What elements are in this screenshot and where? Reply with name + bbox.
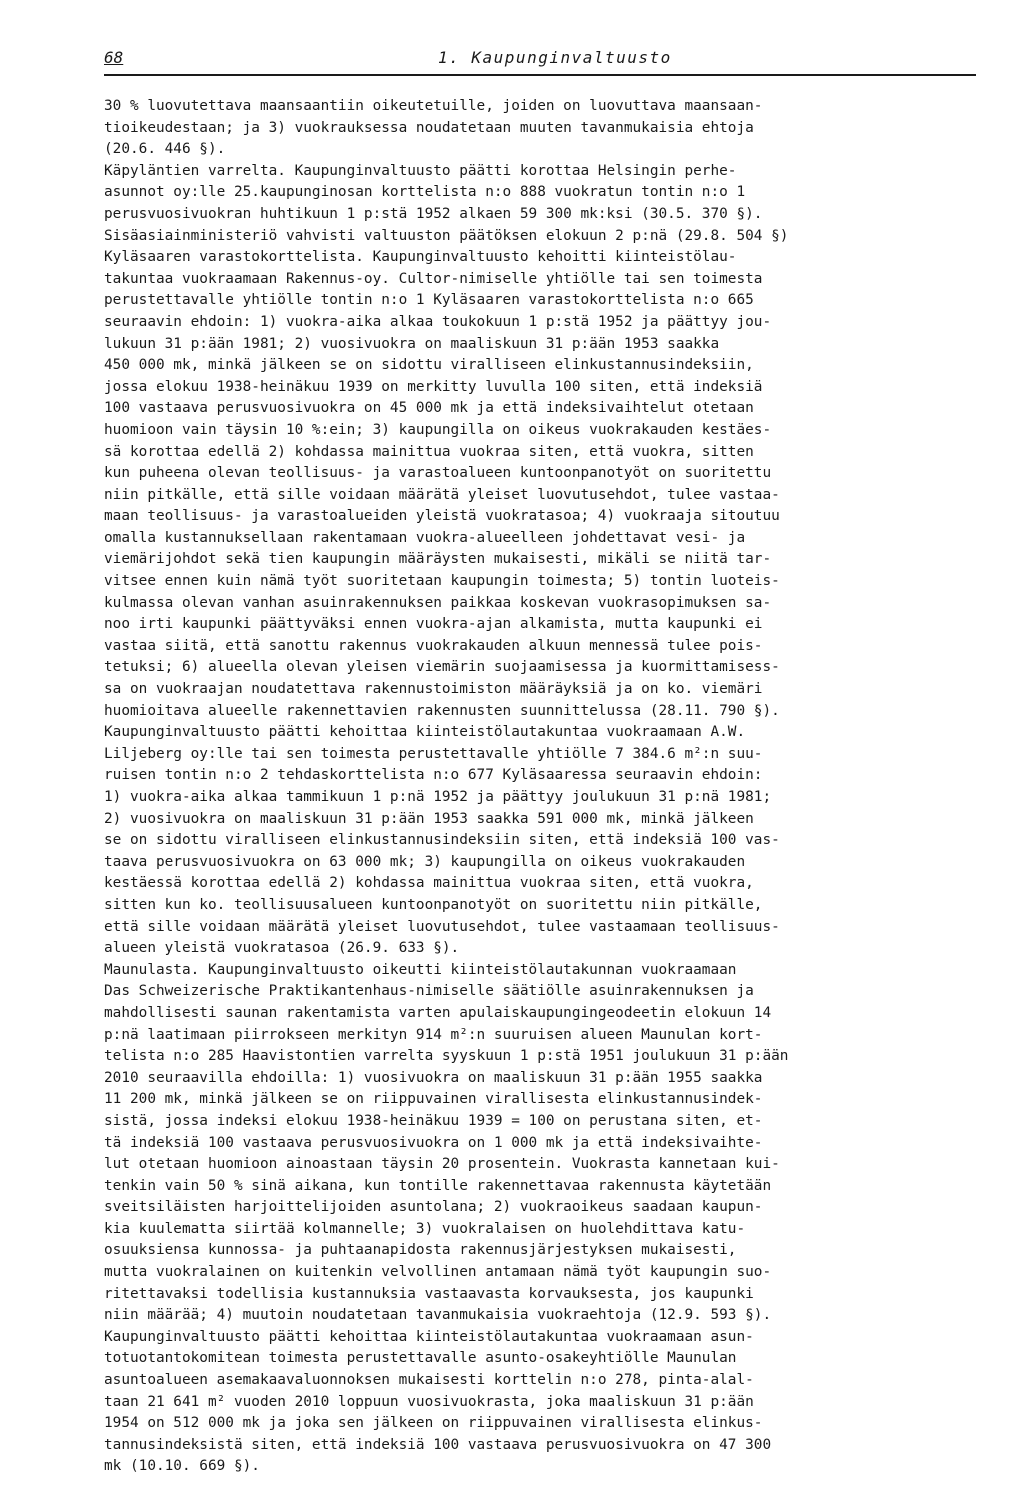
text-line: 30 % luovutettava maansaantiin oikeutetuille, joiden on luovuttava maansaan- xyxy=(104,98,763,114)
text-line: Liljeberg oy:lle tai sen toimesta perustettavalle yhtiölle 7 384.6 m²:n suu- xyxy=(104,745,763,762)
running-head: 1. Kaupunginvaltuusto xyxy=(438,48,672,67)
text-line: Sisäasiainministeriö vahvisti valtuuston päätöksen elokuun 2 p:nä (29.8. 504 §) xyxy=(104,227,789,244)
text-line: p:nä laatimaan piirrokseen merkityn 914 m²:n suuruisen alueen Maunulan kort- xyxy=(104,1026,763,1043)
text-line: niin pitkälle, että sille voidaan määrätä yleiset luovutusehdot, tulee vastaa- xyxy=(104,486,780,503)
text-line: osuuksiensa kunnossa- ja puhtaanapidosta rakennusjärjestyksen mukaisesti, xyxy=(104,1242,737,1259)
text-line: Kaupunginvaltuusto päätti kehoittaa kiinteistölautakuntaa vuokraamaan A.W. xyxy=(104,724,746,741)
text-line: tioikeudestaan; ja 3) vuokrauksessa noudatetaan muuten tavanmukaisia ehtoja xyxy=(104,119,754,136)
text-line: vitsee ennen kuin nämä työt suoritetaan kaupungin toimesta; 5) tontin luoteis- xyxy=(104,573,780,590)
text-line: asuntoalueen asemakaavaluonnoksen mukaisesti korttelin n:o 278, pinta-alal- xyxy=(104,1372,754,1389)
page-header xyxy=(104,48,976,76)
text-line: sistä, jossa indeksi elokuu 1938-heinäkuu 1939 = 100 on perustana siten, et- xyxy=(104,1112,763,1129)
text-line: Maunulasta. Kaupunginvaltuusto oikeutti kiinteistölautakunnan vuokraamaan xyxy=(104,961,737,978)
text-line: mk (10.10. 669 §). xyxy=(104,1458,260,1475)
text-line: tä indeksiä 100 vastaava perusvuosivuokra on 1 000 mk ja että indeksivaihte- xyxy=(104,1134,763,1151)
text-line: mutta vuokralainen on kuitenkin velvollinen antamaan nämä työt kaupungin suo- xyxy=(104,1264,772,1281)
text-line: sä korottaa edellä 2) kohdassa mainittua vuokraa siten, että vuokra, sitten xyxy=(104,443,754,460)
text-line: asunnot oy:lle 25.kaupunginosan korttelista n:o 888 vuokratun tontin n:o 1 xyxy=(104,184,746,201)
text-line: taan 21 641 m² vuoden 2010 loppuun vuosivuokrasta, joka maaliskuun 31 p:ään xyxy=(104,1393,754,1410)
text-line: että sille voidaan määrätä yleiset luovutusehdot, tulee vastaamaan teollisuus- xyxy=(104,918,780,935)
text-line: kulmassa olevan vanhan asuinrakennuksen paikkaa koskevan vuokrasopimuksen sa- xyxy=(104,594,772,611)
text-line: takuntaa vuokraamaan Rakennus-oy. Cultor-nimiselle yhtiölle tai sen toimesta xyxy=(104,270,763,287)
text-line: kia kuulematta siirtää kolmannelle; 3) vuokralaisen on huolehdittava katu- xyxy=(104,1220,746,1237)
text-line: ritettavaksi todellisia kustannuksia vastaavasta korvauksesta, jos kaupunki xyxy=(104,1285,754,1302)
page-number: 68 xyxy=(104,48,124,67)
text-line: tenkin vain 50 % sinä aikana, kun tontille rakennettavaa rakennusta käytetään xyxy=(104,1177,772,1194)
text-line: omalla kustannuksellaan rakentamaan vuokra-alueelleen johdettavat vesi- ja xyxy=(104,529,746,546)
text-line: totuotantokomitean toimesta perustettavalle asunto-osakeyhtiölle Maunulan xyxy=(104,1350,737,1367)
text-line: Kyläsaaren varastokorttelista. Kaupunginvaltuusto kehoitti kiinteistölau- xyxy=(104,249,737,266)
text-line: maan teollisuus- ja varastoalueiden yleistä vuokratasoa; 4) vuokraaja sitoutuu xyxy=(104,508,780,525)
text-line: 1954 on 512 000 mk ja joka sen jälkeen on riippuvainen virallisesta elinkus- xyxy=(104,1415,763,1432)
text-line: 450 000 mk, minkä jälkeen se on sidottu viralliseen elinkustannusindeksiin, xyxy=(104,357,754,374)
text-line: huomioitava alueelle rakennettavien rakennusten suunnittelussa (28.11. 790 §). xyxy=(104,702,780,719)
text-line: jossa elokuu 1938-heinäkuu 1939 on merkitty luvulla 100 siten, että indeksiä xyxy=(104,378,763,395)
text-line: (20.6. 446 §). xyxy=(104,141,226,158)
text-line: kun puheena olevan teollisuus- ja varastoalueen kuntoonpanotyöt on suoritettu xyxy=(104,465,772,482)
text-line: Das Schweizerische Praktikantenhaus-nimiselle säätiölle asuinrakennuksen ja xyxy=(104,983,754,1000)
text-line: lukuun 31 p:ään 1981; 2) vuosivuokra on maaliskuun 31 p:ään 1953 saakka xyxy=(104,335,720,352)
text-line: mahdollisesti saunan rakentamista varten apulaiskaupungingeodeetin elokuun 14 xyxy=(104,1004,772,1021)
text-line: 2) vuosivuokra on maaliskuun 31 p:ään 1953 saakka 591 000 mk, minkä jälkeen xyxy=(104,810,754,827)
text-line: tetuksi; 6) alueella olevan yleisen viemärin suojaamisessa ja kuormittamisess- xyxy=(104,659,780,676)
text-line: se on sidottu viralliseen elinkustannusindeksiin siten, että indeksiä 100 vas- xyxy=(104,832,780,849)
text-line: 1) vuokra-aika alkaa tammikuun 1 p:nä 1952 ja päättyy joulukuun 31 p:nä 1981; xyxy=(104,789,772,805)
text-line: tannusindeksistä siten, että indeksiä 100 vastaava perusvuosivuokra on 47 300 xyxy=(104,1436,772,1453)
text-line: ruisen tontin n:o 2 tehdaskorttelista n:o 677 Kyläsaaressa seuraavin ehdoin: xyxy=(104,767,763,784)
text-line: huomioon vain täysin 10 %:ein; 3) kaupungilla on oikeus vuokrakauden kestäes- xyxy=(104,421,772,438)
text-line: Käpyläntien varrelta. Kaupunginvaltuusto päätti korottaa Helsingin perhe- xyxy=(104,162,737,179)
text-line: viemärijohdot sekä tien kaupungin määräysten mukaisesti, mikäli se niitä tar- xyxy=(104,551,772,568)
text-line: 100 vastaava perusvuosivuokra on 45 000 mk ja että indeksivaihtelut otetaan xyxy=(104,400,754,417)
text-line: alueen yleistä vuokratasoa (26.9. 633 §). xyxy=(104,940,460,957)
text-line: 11 200 mk, minkä jälkeen se on riippuvainen virallisesta elinkustannusindek- xyxy=(104,1091,763,1108)
text-line: vastaa siitä, että sanottu rakennus vuokrakauden alkuun mennessä tulee pois- xyxy=(104,637,763,654)
text-line: 2010 seuraavilla ehdoilla: 1) vuosivuokra on maaliskuun 31 p:ään 1955 saakka xyxy=(104,1069,763,1086)
text-line: sveitsiläisten harjoittelijoiden asuntolana; 2) vuokraoikeus saadaan kaupun- xyxy=(104,1199,763,1216)
text-line: seuraavin ehdoin: 1) vuokra-aika alkaa toukokuun 1 p:stä 1952 ja päättyy jou- xyxy=(104,313,772,330)
text-line: telista n:o 285 Haavistontien varrelta syyskuun 1 p:stä 1951 joulukuun 31 p:ään xyxy=(104,1048,789,1065)
text-line: taava perusvuosivuokra on 63 000 mk; 3) kaupungilla on oikeus vuokrakauden xyxy=(104,853,746,870)
text-line: noo irti kaupunki päättyväksi ennen vuokra-ajan alkamista, mutta kaupunki ei xyxy=(104,616,763,633)
text-line: lut otetaan huomioon ainoastaan täysin 20 prosentein. Vuokrasta kannetaan kui- xyxy=(104,1156,780,1173)
text-line: niin määrää; 4) muutoin noudatetaan tavanmukaisia vuokraehtoja (12.9. 593 §). xyxy=(104,1307,772,1324)
text-line: perustettavalle yhtiölle tontin n:o 1 Kyläsaaren varastokorttelista n:o 665 xyxy=(104,292,754,309)
body-text xyxy=(104,96,988,1478)
text-line: Kaupunginvaltuusto päätti kehoittaa kiinteistölautakuntaa vuokraamaan asun- xyxy=(104,1328,754,1345)
text-line: kestäessä korottaa edellä 2) kohdassa mainittua vuokraa siten, että vuokra, xyxy=(104,875,754,892)
text-line: sa on vuokraajan noudatettava rakennustoimiston määräyksiä ja on ko. viemäri xyxy=(104,681,763,698)
text-line: perusvuosivuokran huhtikuun 1 p:stä 1952 alkaen 59 300 mk:ksi (30.5. 370 §). xyxy=(104,205,763,222)
text-line: sitten kun ko. teollisuusalueen kuntoonpanotyöt on suoritettu niin pitkälle, xyxy=(104,896,763,913)
